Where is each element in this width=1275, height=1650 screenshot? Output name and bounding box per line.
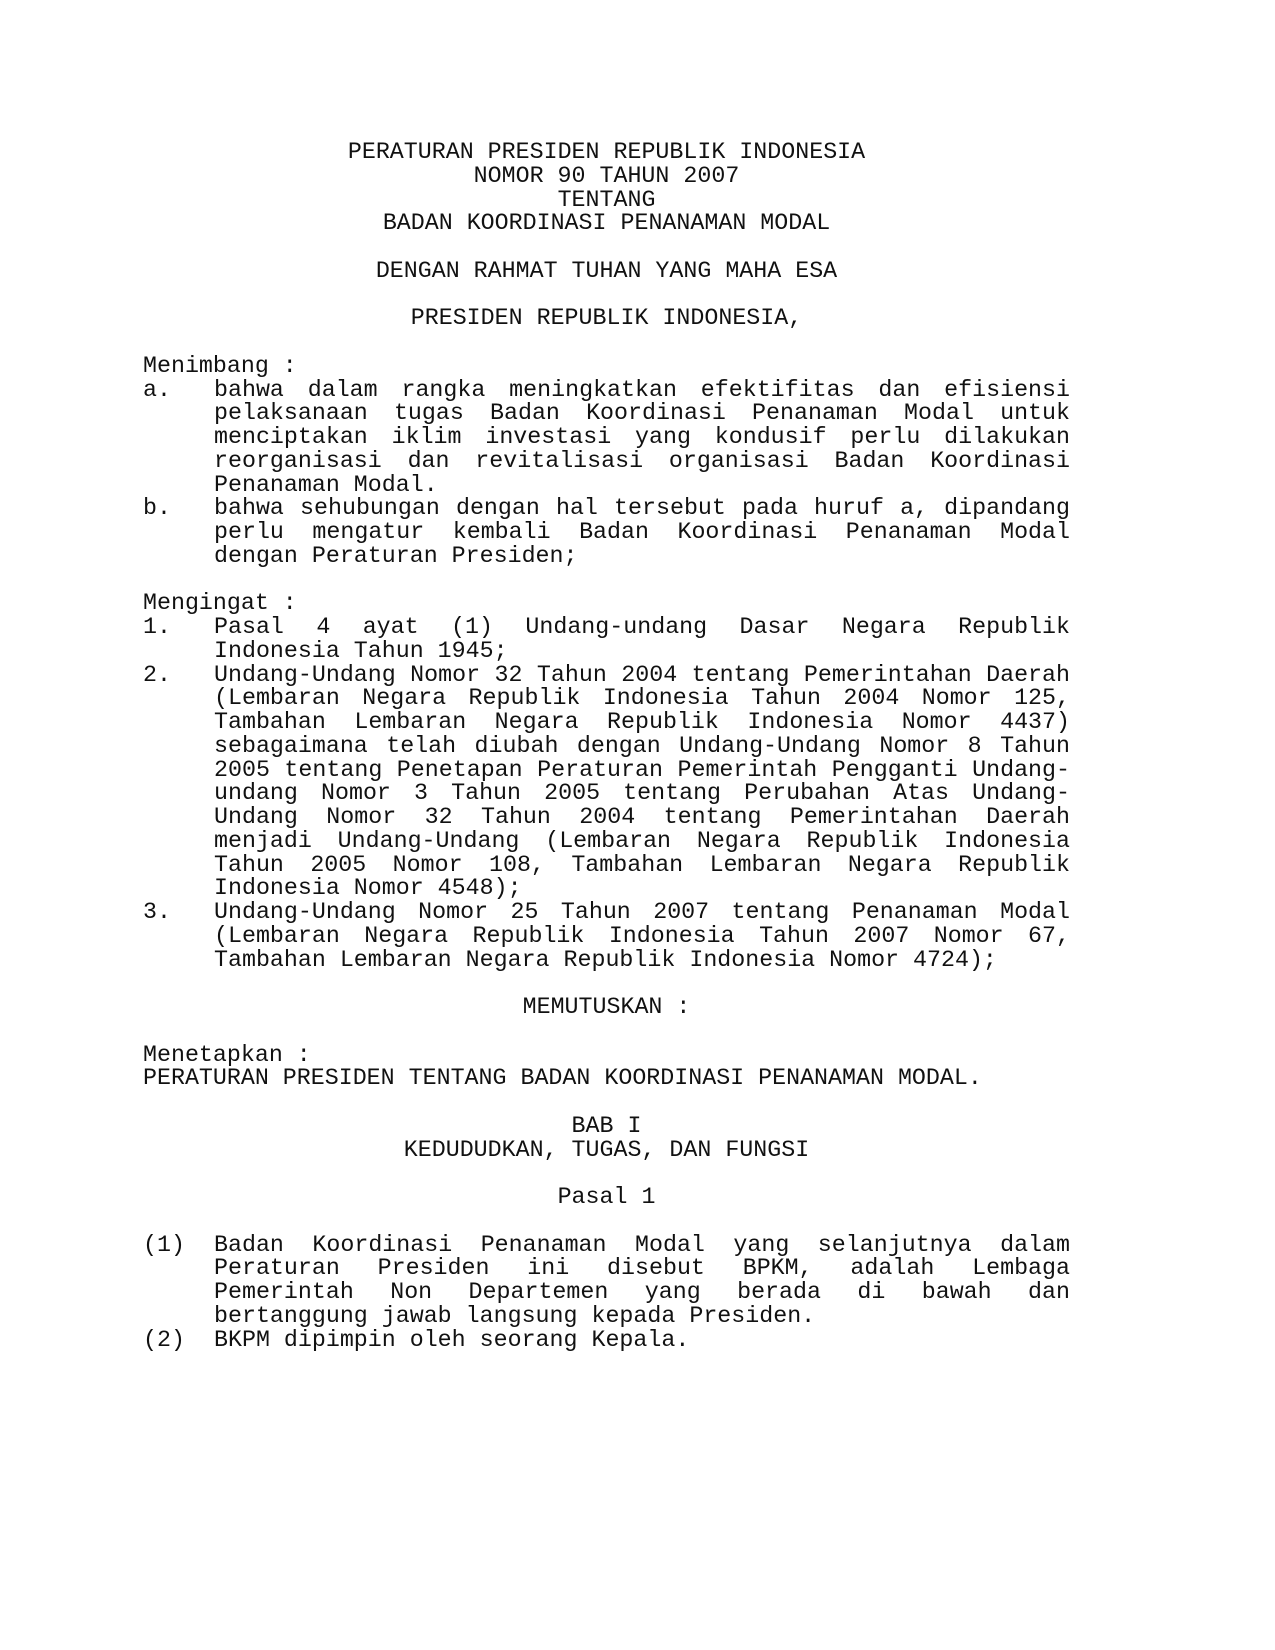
item-marker: (2)	[143, 1326, 185, 1353]
item-marker: b.	[143, 495, 171, 522]
item-line: 2005 tentang Penetapan Peraturan Pemerintah Pengganti Undang-	[214, 756, 1070, 783]
item-line: Indonesia Nomor 4548);	[214, 875, 522, 902]
item-line: Peraturan Presiden ini disebut BPKM, adalah Lembaga	[214, 1255, 1070, 1282]
mengingat-item	[143, 901, 1070, 972]
document-title: PERATURAN PRESIDEN REPUBLIK INDONESIA	[347, 139, 866, 165]
item-line: (Lembaran Negara Republik Indonesia Tahun 2007 Nomor 67,	[214, 922, 1070, 949]
article-title: Pasal 1	[557, 1184, 656, 1210]
chapter-subtitle: KEDUDUDKAN, TUGAS, DAN FUNGSI	[403, 1136, 810, 1163]
document-title: BADAN KOORDINASI PENANAMAN MODAL	[382, 210, 831, 237]
blank-line	[143, 1210, 1070, 1234]
item-line: reorganisasi dan revitalisasi organisasi Badan Koordinasi	[214, 447, 1070, 474]
item-line: (Lembaran Negara Republik Indonesia Tahun 2004 Nomor 125,	[214, 685, 1070, 712]
item-line: menjadi Undang-Undang (Lembaran Negara Republik Indonesia	[214, 827, 1070, 854]
document-title: TENTANG	[557, 186, 656, 213]
item-line: bahwa sehubungan dengan hal tersebut pada huruf a, dipandang	[214, 495, 1070, 522]
item-line: bertanggung jawab langsung kepada Presiden.	[214, 1302, 816, 1329]
item-text	[214, 616, 1070, 664]
menetapkan-text: PERATURAN PRESIDEN TENTANG BADAN KOORDINASI PENANAMAN MODAL.	[143, 1065, 982, 1092]
blank-line	[143, 1020, 1070, 1044]
item-line: Undang Nomor 32 Tahun 2004 tentang Pemerintahan Daerah	[214, 804, 1070, 830]
item-line: Pemerintah Non Departemen yang berada di bawah dan	[214, 1279, 1070, 1305]
document-page	[143, 141, 1070, 1352]
section-label-mengingat: Mengingat :	[143, 590, 297, 617]
menimbang-item	[143, 497, 1070, 568]
item-line: pelaksanaan tugas Badan Koordinasi Penanaman Modal untuk	[214, 400, 1070, 427]
item-line: Pasal 4 ayat (1) Undang-undang Dasar Negara Republik	[214, 614, 1070, 640]
menimbang-item	[143, 376, 1070, 498]
item-text	[214, 661, 1070, 902]
blank-line	[143, 331, 1070, 355]
blank-line	[143, 1162, 1070, 1186]
item-line: menciptakan iklim investasi yang kondusif perlu dilakukan	[214, 424, 1070, 450]
item-line: undang Nomor 3 Tahun 2005 tentang Perubahan Atas Undang-	[214, 780, 1070, 807]
document-title: NOMOR 90 TAHUN 2007	[473, 162, 740, 189]
mengingat-item	[143, 616, 1070, 664]
item-marker: a.	[143, 376, 171, 403]
item-text	[214, 497, 1070, 568]
article-clause	[143, 1326, 1070, 1353]
item-text	[214, 1231, 1070, 1329]
item-line: sebagaimana telah diubah dengan Undang-Undang Nomor 8 Tahun	[214, 732, 1070, 759]
item-line: BKPM dipimpin oleh seorang Kepala.	[214, 1326, 690, 1353]
item-line: Badan Koordinasi Penanaman Modal yang selanjutnya dalam	[214, 1231, 1070, 1258]
item-line: Undang-Undang Nomor 32 Tahun 2004 tentang Pemerintahan Daerah	[214, 661, 1070, 688]
mengingat-item	[143, 661, 1070, 902]
item-text	[214, 901, 1070, 972]
item-line: Indonesia Tahun 1945;	[214, 637, 508, 664]
item-line: perlu mengatur kembali Badan Koordinasi Penanaman Modal	[214, 519, 1070, 545]
section-label-menimbang: Menimbang :	[143, 352, 297, 379]
blank-line	[143, 1091, 1070, 1115]
memutuskan-heading: MEMUTUSKAN :	[522, 994, 691, 1020]
item-line: Undang-Undang Nomor 25 Tahun 2007 tentang Penanaman Modal	[214, 899, 1070, 925]
item-line: Tambahan Lembaran Negara Republik Indonesia Nomor 4724);	[214, 946, 997, 973]
item-marker: 3.	[143, 899, 171, 925]
blank-line	[143, 284, 1070, 308]
item-line: Tambahan Lembaran Negara Republik Indonesia Nomor 4437)	[214, 709, 1070, 735]
item-text	[214, 1326, 1070, 1353]
item-text	[214, 376, 1070, 498]
blank-line	[143, 972, 1070, 996]
invocation: DENGAN RAHMAT TUHAN YANG MAHA ESA	[375, 257, 838, 284]
president-heading: PRESIDEN REPUBLIK INDONESIA,	[410, 305, 803, 332]
chapter-title: BAB I	[571, 1112, 642, 1139]
item-line: bahwa dalam rangka meningkatkan efektifitas dan efisiensi	[214, 376, 1070, 403]
item-line: Penanaman Modal.	[214, 471, 438, 498]
blank-line	[143, 569, 1070, 593]
item-line: dengan Peraturan Presiden;	[214, 542, 578, 569]
item-marker: 1.	[143, 614, 171, 640]
item-line: Tahun 2005 Nomor 108, Tambahan Lembaran Negara Republik	[214, 851, 1070, 878]
item-marker: (1)	[143, 1231, 185, 1258]
item-marker: 2.	[143, 661, 171, 688]
article-clause	[143, 1231, 1070, 1329]
section-label-menetapkan: Menetapkan :	[143, 1041, 311, 1068]
blank-line	[143, 236, 1070, 260]
